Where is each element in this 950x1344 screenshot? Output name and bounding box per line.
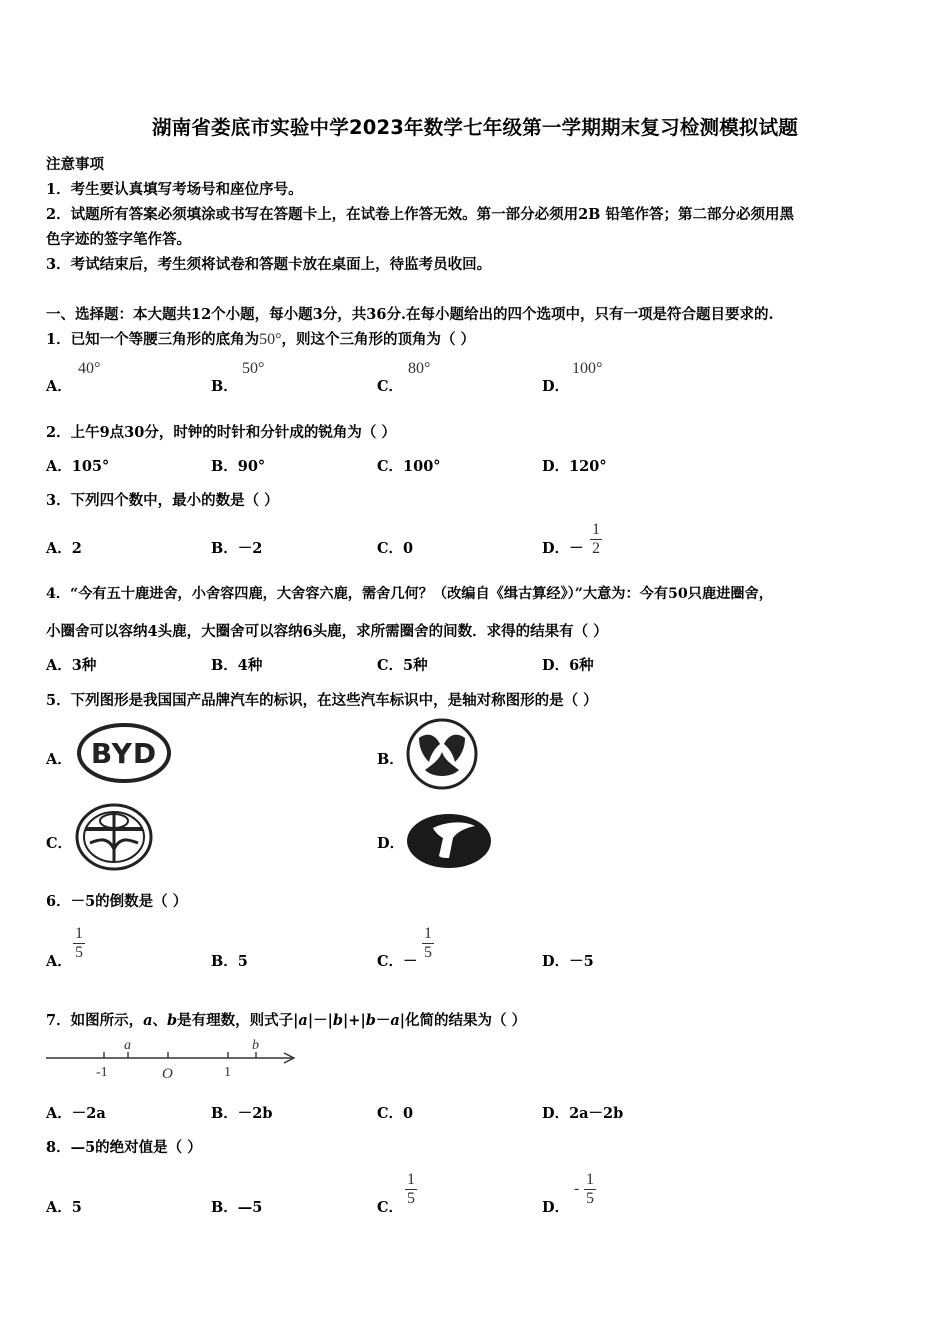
q8-option-d-label: D． [542, 1199, 570, 1216]
q6-option-d: D．－5 [542, 953, 594, 970]
q1-option-b-label: B． [211, 378, 238, 395]
axis-label-a: a [124, 1038, 131, 1053]
axis-label-1: 1 [224, 1065, 231, 1080]
q6-option-b: B．5 [211, 953, 248, 970]
q7-option-d: D．2a－2b [542, 1105, 624, 1122]
q7-option-c: C．0 [377, 1105, 414, 1122]
q6-option-a-fraction: $\frac{1}{5}$ [75, 925, 83, 961]
q6-option-c-label: C．－ [377, 953, 418, 970]
q2-option-d: D．120° [542, 458, 607, 475]
q1-stem: 1．已知一个等腰三角形的底角为50°，则这个三角形的顶角为（ ） [46, 331, 476, 348]
q8-option-b: B．—5 [211, 1199, 263, 1216]
q3-stem: 3．下列四个数中，最小的数是（ ） [46, 492, 279, 509]
notice-heading: 注意事项 [46, 156, 104, 173]
q5-stem: 5．下列图形是我国国产品牌汽车的标识，在这些汽车标识中，是轴对称图形的是（ ） [46, 692, 598, 709]
q4-option-b: B．4种 [211, 657, 263, 674]
q6-option-a-label: A． [46, 953, 72, 970]
q1-option-a-value: 40° [78, 360, 101, 377]
byd-logo [76, 722, 172, 784]
q8-option-d-sign: - [574, 1180, 580, 1197]
haima-logo [405, 812, 493, 870]
axis-label-origin: O [162, 1066, 173, 1082]
q2-option-a: A．105° [46, 458, 110, 475]
q3-option-b: B．－2 [211, 540, 263, 557]
q1-stem-value: 50° [259, 331, 282, 348]
q7-stem: 7．如图所示，a、b是有理数，则式子|a|－|b|+|b－a|化简的结果为（ ） [46, 1012, 527, 1029]
q2-stem: 2．上午9点30分，时钟的时针和分针成的锐角为（ ） [46, 424, 396, 441]
q1-option-c-label: C． [377, 378, 404, 395]
q2-option-b: B．90° [211, 458, 266, 475]
q4-option-d: D．6种 [542, 657, 594, 674]
q5-option-a-label: A． [46, 751, 72, 768]
axis-label-b: b [252, 1038, 259, 1053]
byd-logo-text: BYD [90, 737, 158, 770]
q3-option-d: D．－ [542, 540, 584, 557]
notice-item-2-cont: 色字迹的签字笔作答。 [46, 231, 191, 248]
q5-option-b-label: B． [377, 751, 404, 768]
brilliance-logo [74, 803, 154, 871]
q1-option-d-label: D． [542, 378, 570, 395]
q8-option-c-label: C． [377, 1199, 404, 1216]
q7-option-b: B．－2b [211, 1105, 273, 1122]
q7-option-a: A．－2a [46, 1105, 106, 1122]
q8-stem: 8．—5的绝对值是（ ） [46, 1139, 202, 1156]
q4-stem-line1: 4．“今有五十鹿进舍，小舍容四鹿，大舍容六鹿，需舍几何？（改编自《缉古算经》）”大意为：今有50只鹿进圈舍， [46, 586, 773, 602]
q8-option-d-fraction: $\frac{1}{5}$ [586, 1171, 594, 1207]
q6-option-c-fraction: $\frac{1}{5}$ [424, 925, 432, 961]
q2-option-c: C．100° [377, 458, 441, 475]
q5-option-c-label: C． [46, 835, 73, 852]
notice-item-2: 2．试题所有答案必须填涂或书写在答题卡上，在试卷上作答无效。第一部分必须用2B 铅笔作答；第二部分必须用黑 [46, 206, 794, 223]
q6-stem: 6．－5的倒数是（ ） [46, 893, 188, 910]
section-heading: 一、选择题：本大题共12个小题，每小题3分，共36分.在每小题给出的四个选项中，只有一项是符合题目要求的. [46, 306, 774, 323]
dongfeng-logo [405, 718, 479, 790]
q3-option-c: C．0 [377, 540, 414, 557]
q3-option-a: A．2 [46, 540, 82, 557]
q1-option-a-label: A． [46, 378, 72, 395]
notice-item-1: 1．考生要认真填写考场号和座位序号。 [46, 181, 303, 198]
q8-option-a: A．5 [46, 1199, 82, 1216]
q4-option-a: A．3种 [46, 657, 97, 674]
q1-option-d-value: 100° [572, 360, 603, 377]
q8-option-c-fraction: $\frac{1}{5}$ [407, 1171, 415, 1207]
q1-option-c-value: 80° [408, 360, 431, 377]
page-title: 湖南省娄底市实验中学2023年数学七年级第一学期期末复习检测模拟试题 [151, 116, 799, 139]
axis-label-neg1: -1 [96, 1065, 108, 1080]
q1-option-b-value: 50° [242, 360, 265, 377]
notice-item-3: 3．考试结束后，考生须将试卷和答题卡放在桌面上，待监考员收回。 [46, 256, 492, 273]
q5-option-d-label: D． [377, 835, 405, 852]
q3-option-d-fraction: $\frac{1}{2}$ [592, 521, 600, 557]
q7-number-line [44, 1036, 300, 1084]
q4-option-c: C．5种 [377, 657, 428, 674]
q4-stem-line2: 小圈舍可以容纳4头鹿，大圈舍可以容纳6头鹿，求所需圈舍的间数．求得的结果有（ ） [46, 623, 608, 640]
